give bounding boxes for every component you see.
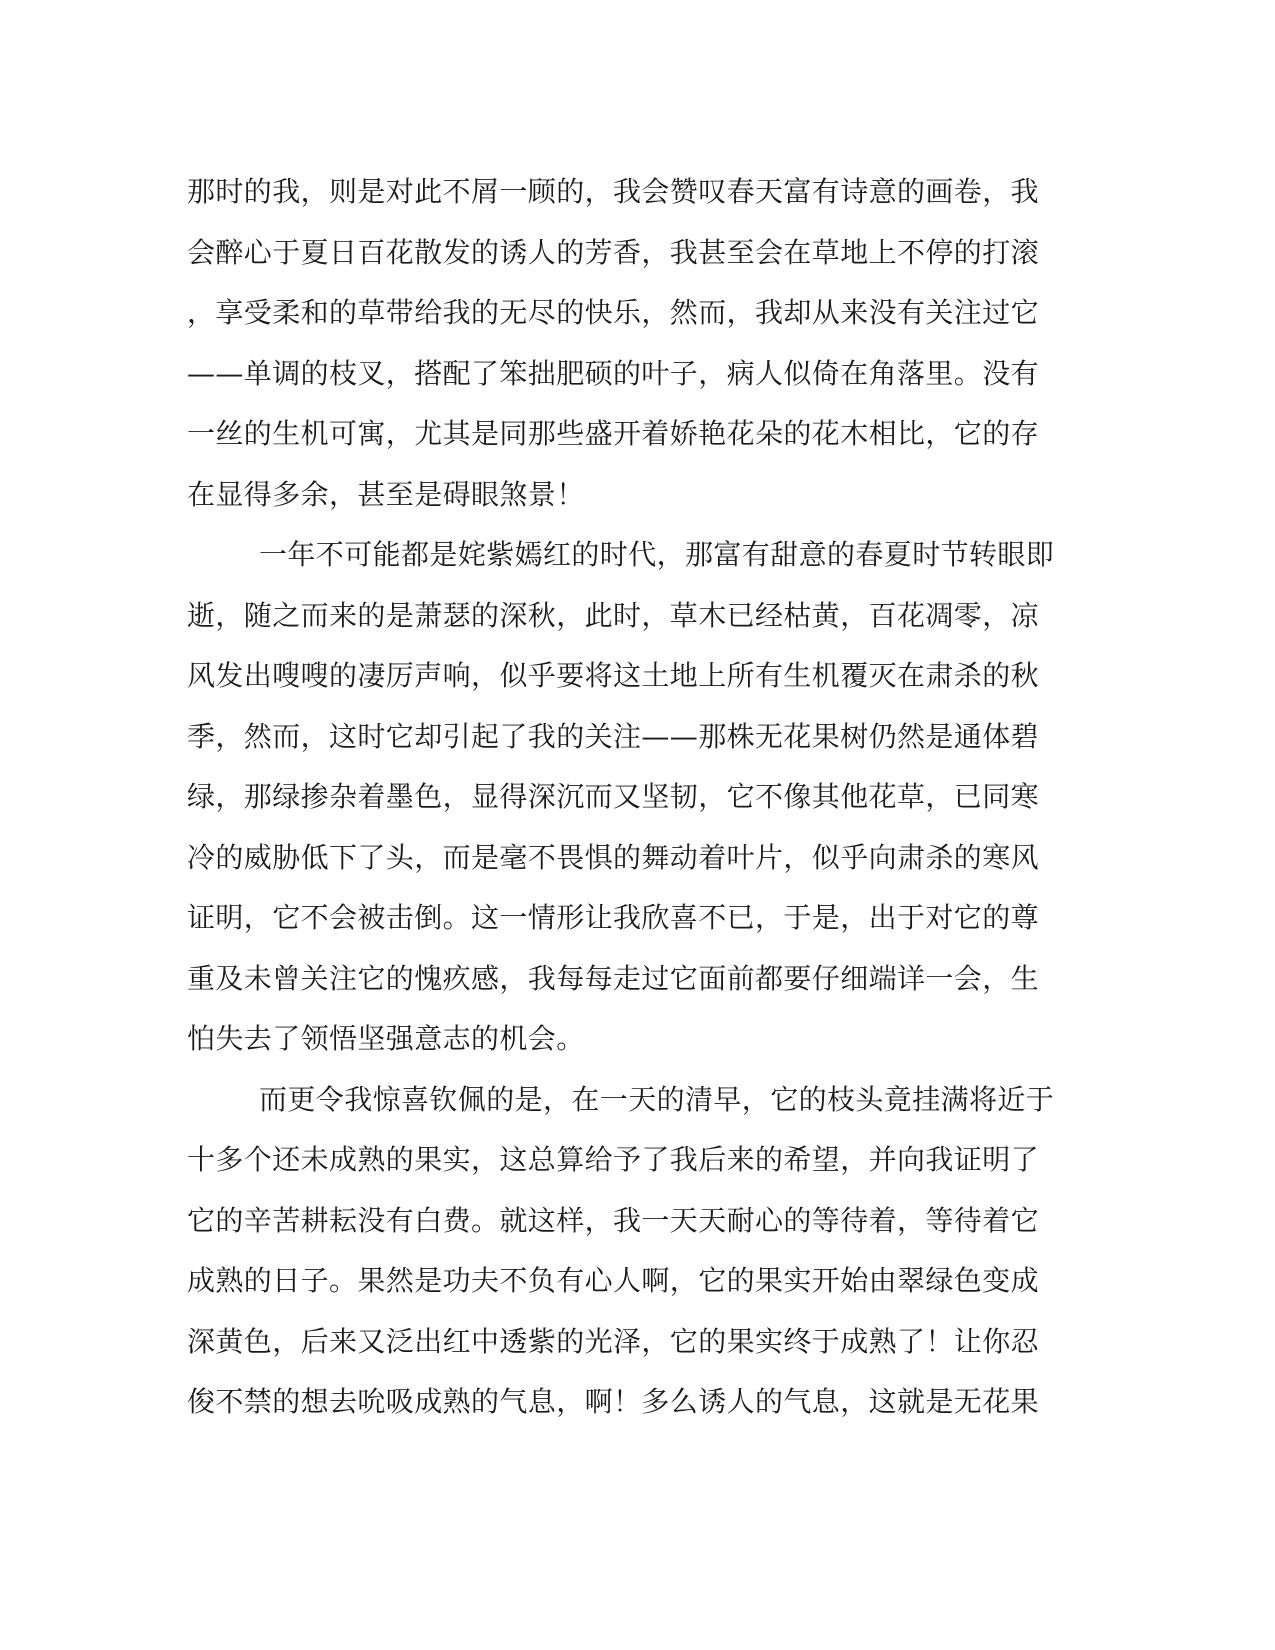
text-line: 而更令我惊喜钦佩的是，在一天的清早，它的枝头竟挂满将近于: [259, 1082, 1055, 1116]
text-line: 十多个还未成熟的果实，这总算给予了我后来的希望，并向我证明了: [187, 1143, 1040, 1176]
text-line: 逝，随之而来的是萧瑟的深秋，此时，草木已经枯黄，百花凋零，凉: [187, 598, 1040, 632]
text-line: 风发出嗖嗖的凄厉声响，似乎要将这土地上所有生机覆灭在肃杀的秋: [187, 659, 1040, 692]
text-line: ，享受柔和的草带给我的无尽的快乐，然而，我却从来没有关注过它: [187, 296, 1040, 329]
text-line: 会醉心于夏日百花散发的诱人的芳香，我甚至会在草地上不停的打滚: [187, 235, 1040, 269]
text-line: 重及未曾关注它的愧疚感，我每每走过它面前都要仔细端详一会，生: [187, 961, 1040, 995]
text-line: 证明，它不会被击倒。这一情形让我欣喜不已，于是，出于对它的尊: [187, 901, 1040, 934]
text-line: 成熟的日子。果然是功夫不负有心人啊，它的果实开始由翠绿色变成: [187, 1264, 1040, 1297]
text-line: 绿，那绿掺杂着墨色，显得深沉而又坚韧，它不像其他花草，已同寒: [187, 780, 1040, 813]
text-line: 深黄色，后来又泛出红中透紫的光泽，它的果实终于成熟了！让你忍: [187, 1324, 1040, 1358]
text-line: ——单调的枝叉，搭配了笨拙肥硕的叶子，病人似倚在角落里。没有: [187, 356, 1040, 390]
essay-body: [187, 162, 1087, 1433]
text-line: 一年不可能都是姹紫嫣红的时代，那富有甜意的春夏时节转眼即: [259, 538, 1055, 571]
text-line: 怕失去了领悟坚强意志的机会。: [187, 1022, 585, 1055]
text-line: 季，然而，这时它却引起了我的关注——那株无花果树仍然是通体碧: [187, 719, 1040, 753]
text-line: 在显得多余，甚至是碍眼煞景！: [187, 477, 585, 511]
text-line: 它的辛苦耕耘没有白费。就这样，我一天天耐心的等待着，等待着它: [187, 1203, 1040, 1237]
text-line: 一丝的生机可寓，尤其是同那些盛开着娇艳花朵的花木相比，它的存: [187, 417, 1040, 450]
text-line: 那时的我，则是对此不屑一顾的，我会赞叹春天富有诗意的画卷，我: [187, 175, 1040, 208]
text-line: 俊不禁的想去吮吸成熟的气息，啊！多么诱人的气息，这就是无花果: [187, 1385, 1040, 1418]
text-line: 冷的威胁低下了头，而是毫不畏惧的舞动着叶片，似乎向肃杀的寒风: [187, 840, 1040, 874]
